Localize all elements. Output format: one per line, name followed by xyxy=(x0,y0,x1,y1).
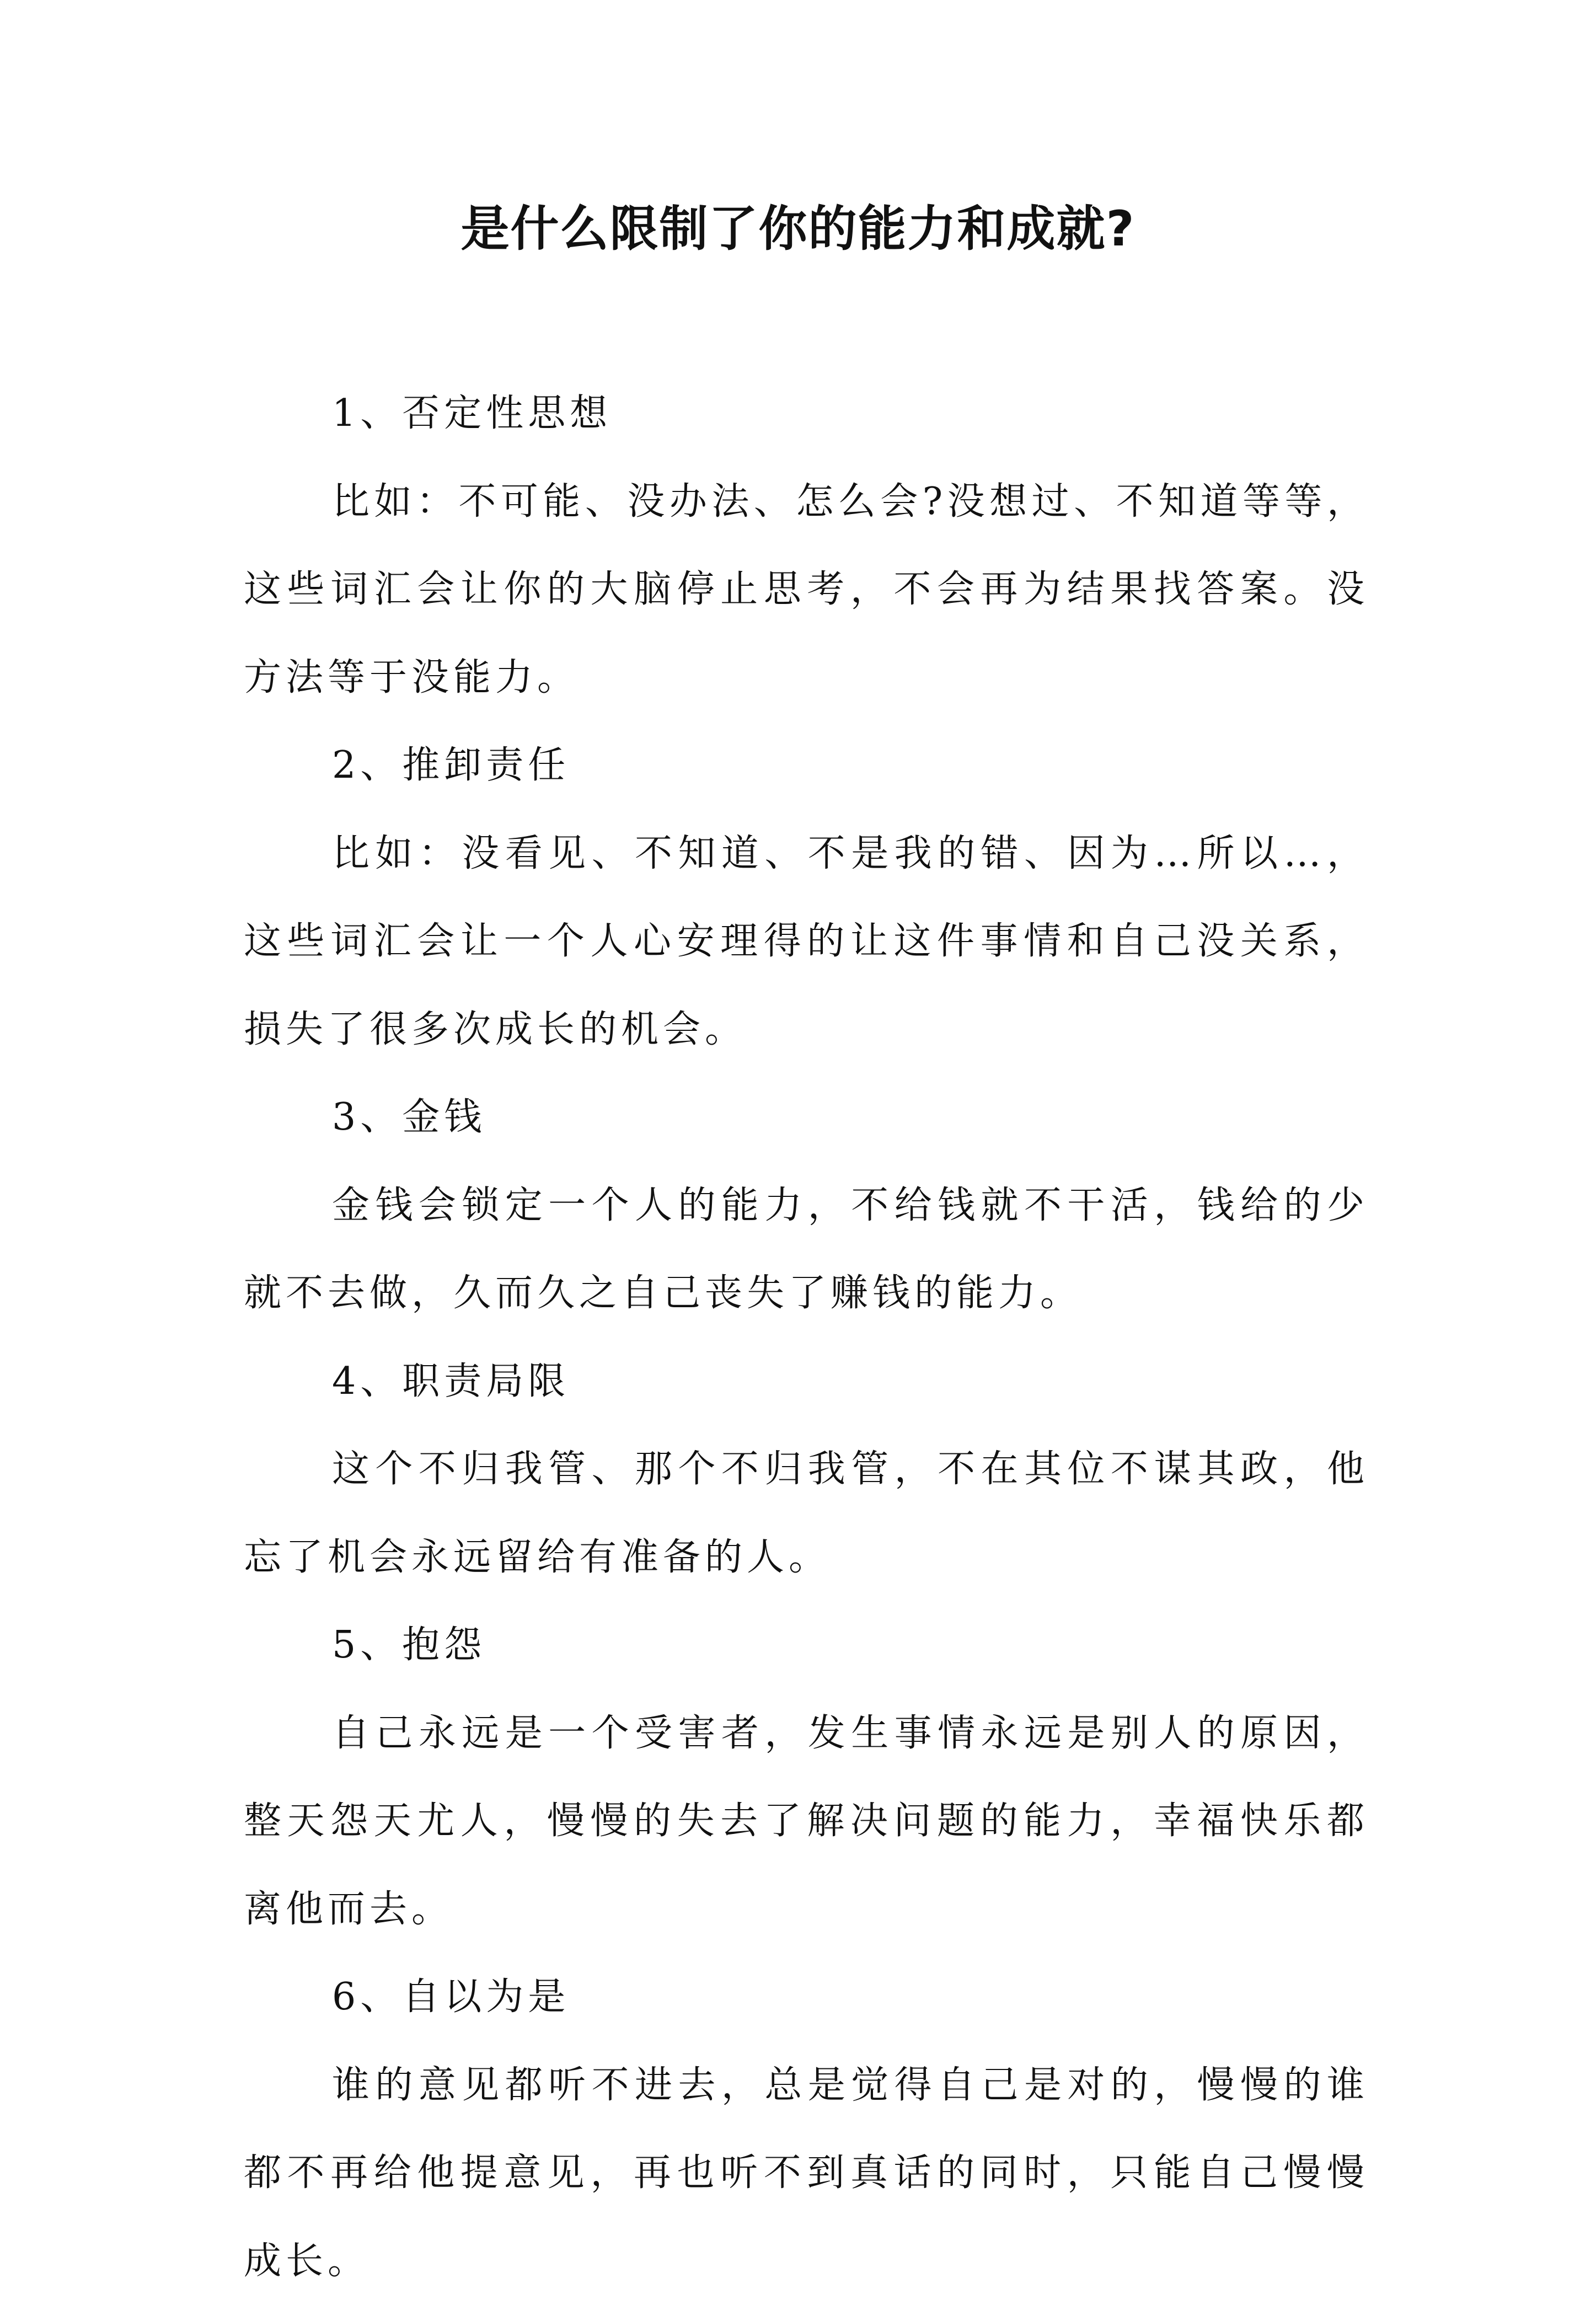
section-paragraph-6: 谁的意见都听不进去，总是觉得自己是对的，慢慢的谁都不再给他提意见，再也听不到真话的同时，只能自己慢慢成长。 xyxy=(244,2041,1369,2305)
section-heading-1: 1、否定性思想 xyxy=(244,370,1369,458)
section-paragraph-3: 金钱会锁定一个人的能力，不给钱就不干活，钱给的少就不去做，久而久之自己丧失了赚钱的能力。 xyxy=(244,1162,1369,1338)
section-heading-5: 5、抱怨 xyxy=(244,1601,1369,1689)
section-paragraph-2: 比如：没看见、不知道、不是我的错、因为…所以…，这些词汇会让一个人心安理得的让这件事情和自己没关系，损失了很多次成长的机会。 xyxy=(244,810,1369,1074)
section-paragraph-1: 比如：不可能、没办法、怎么会?没想过、不知道等等，这些词汇会让你的大脑停止思考，不会再为结果找答案。没方法等于没能力。 xyxy=(244,458,1369,722)
section-paragraph-4: 这个不归我管、那个不归我管，不在其位不谋其政，他忘了机会永远留给有准备的人。 xyxy=(244,1425,1369,1601)
section-heading-3: 3、金钱 xyxy=(244,1073,1369,1162)
section-heading-2: 2、推卸责任 xyxy=(244,721,1369,810)
section-paragraph-5: 自己永远是一个受害者，发生事情永远是别人的原因，整天怨天尤人，慢慢的失去了解决问题的能力，幸福快乐都离他而去。 xyxy=(244,1689,1369,1954)
section-heading-4: 4、职责局限 xyxy=(244,1338,1369,1426)
document-title: 是什么限制了你的能力和成就? xyxy=(0,196,1596,262)
document-body xyxy=(244,370,1369,2305)
section-heading-6: 6、自以为是 xyxy=(244,1953,1369,2041)
